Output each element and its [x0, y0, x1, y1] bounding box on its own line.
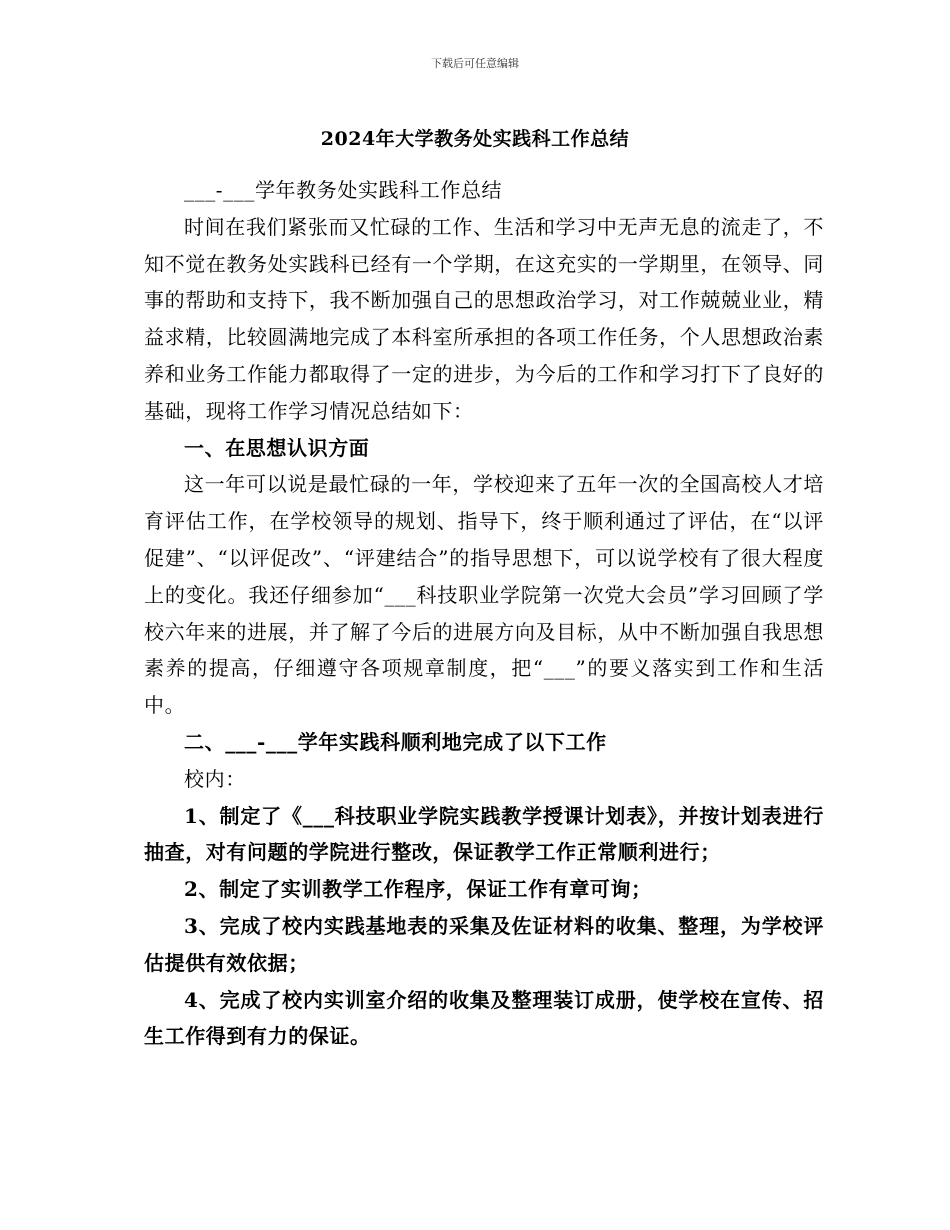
paragraph-thinking: 这一年可以说是最忙碌的一年，学校迎来了五年一次的全国高校人才培育评估工作，在学校领导的规划、指导下，终于顺利通过了评估，在“以评促建”、“以评促改”、“评建结合”的指导思想下，可以说学校有了很大程度上的变化。我还仔细参加“___科技职业学院第一次党大会员”学习回顾了学校六年来的进展，并了解了今后的进展方向及目标，从中不断加强自我思想素养的提高，仔细遵守各项规章制度，把“___”的要义落实到工作和生活中。 — [144, 472, 824, 718]
section-heading-work: 二、___-___学年实践科顺利地完成了以下工作 — [184, 729, 607, 754]
list-item-4: 4、完成了校内实训室介绍的收集及整理装订成册，使学校在宣传、招生工作得到有力的保证。 — [144, 987, 824, 1049]
paragraph-on-campus-label: 校内： — [184, 766, 246, 791]
page-header-note: 下载后可任意编辑 — [431, 57, 519, 70]
list-item-3: 3、完成了校内实践基地表的采集及佐证材料的收集、整理，为学校评估提供有效依据； — [144, 913, 824, 975]
list-item-2: 2、制定了实训教学工作程序，保证工作有章可询； — [184, 877, 652, 902]
list-item-1: 1、制定了《___科技职业学院实践教学授课计划表》，并按计划表进行抽查，对有问题的学院进行整改，保证教学工作正常顺利进行； — [144, 803, 824, 865]
document-title: 2024年大学教务处实践科工作总结 — [320, 128, 630, 150]
paragraph-subtitle: ___-___学年教务处实践科工作总结 — [184, 178, 503, 202]
document-body — [144, 172, 824, 1055]
paragraph-intro: 时间在我们紧张而又忙碌的工作、生活和学习中无声无息的流走了，不知不觉在教务处实践科已经有一个学期，在这充实的一学期里，在领导、同事的帮助和支持下，我不断加强自己的思想政治学习，对工作兢兢业业，精益求精，比较圆满地完成了本科室所承担的各项工作任务，个人思想政治素养和业务工作能力都取得了一定的进步，为今后的工作和学习打下了良好的基础，现将工作学习情况总结如下： — [144, 214, 824, 423]
section-heading-thinking: 一、在思想认识方面 — [184, 435, 370, 460]
